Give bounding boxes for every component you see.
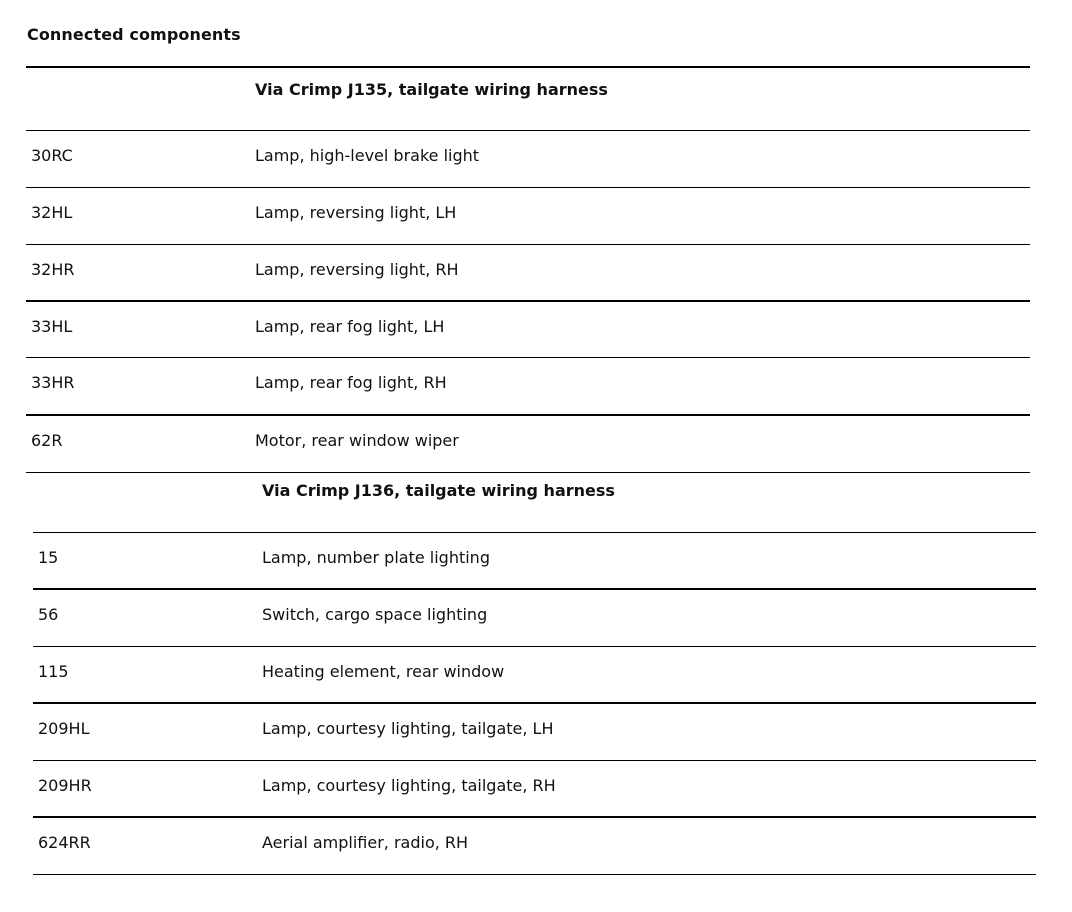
- component-code: 32HR: [31, 260, 75, 279]
- component-description: Lamp, rear fog light, RH: [255, 373, 447, 392]
- component-description: Lamp, high-level brake light: [255, 146, 480, 165]
- component-description: Lamp, reversing light, LH: [255, 203, 457, 222]
- section-heading: Via Crimp J136, tailgate wiring harness: [262, 481, 615, 500]
- section-heading-row: [26, 68, 1030, 131]
- page-title: Connected components: [27, 25, 241, 44]
- component-code: 115: [38, 662, 69, 681]
- table-row: [26, 245, 1030, 302]
- component-code: 33HL: [31, 317, 73, 336]
- component-code: 62R: [31, 431, 63, 450]
- section-heading: Via Crimp J135, tailgate wiring harness: [255, 80, 608, 99]
- table-row: [26, 131, 1030, 188]
- component-description: Motor, rear window wiper: [255, 431, 459, 450]
- component-code: 56: [38, 605, 59, 624]
- component-code: 15: [38, 548, 59, 567]
- table-row: [33, 533, 1036, 590]
- component-code: 209HL: [38, 719, 90, 738]
- table-row: [33, 647, 1036, 704]
- component-description: Heating element, rear window: [262, 662, 505, 681]
- component-code: 209HR: [38, 776, 92, 795]
- table-row: [26, 188, 1030, 245]
- component-description: Aerial amplifier, radio, RH: [262, 833, 469, 852]
- component-code: 33HR: [31, 373, 75, 392]
- table-row: [33, 704, 1036, 761]
- component-description: Lamp, number plate lighting: [262, 548, 490, 567]
- table-row: [26, 358, 1030, 416]
- component-table-j136: [33, 469, 1036, 875]
- table-row: [33, 761, 1036, 818]
- table-row: [33, 818, 1036, 875]
- component-code: 624RR: [38, 833, 91, 852]
- component-code: 30RC: [31, 146, 73, 165]
- component-description: Lamp, reversing light, RH: [255, 260, 459, 279]
- component-code: 32HL: [31, 203, 73, 222]
- component-table-j135: [26, 66, 1030, 473]
- component-description: Lamp, rear fog light, LH: [255, 317, 445, 336]
- section-heading-row: [33, 469, 1036, 533]
- table-row: [26, 416, 1030, 473]
- table-row: [26, 302, 1030, 358]
- table-row: [33, 590, 1036, 647]
- component-description: Switch, cargo space lighting: [262, 605, 488, 624]
- component-description: Lamp, courtesy lighting, tailgate, LH: [262, 719, 554, 738]
- component-description: Lamp, courtesy lighting, tailgate, RH: [262, 776, 556, 795]
